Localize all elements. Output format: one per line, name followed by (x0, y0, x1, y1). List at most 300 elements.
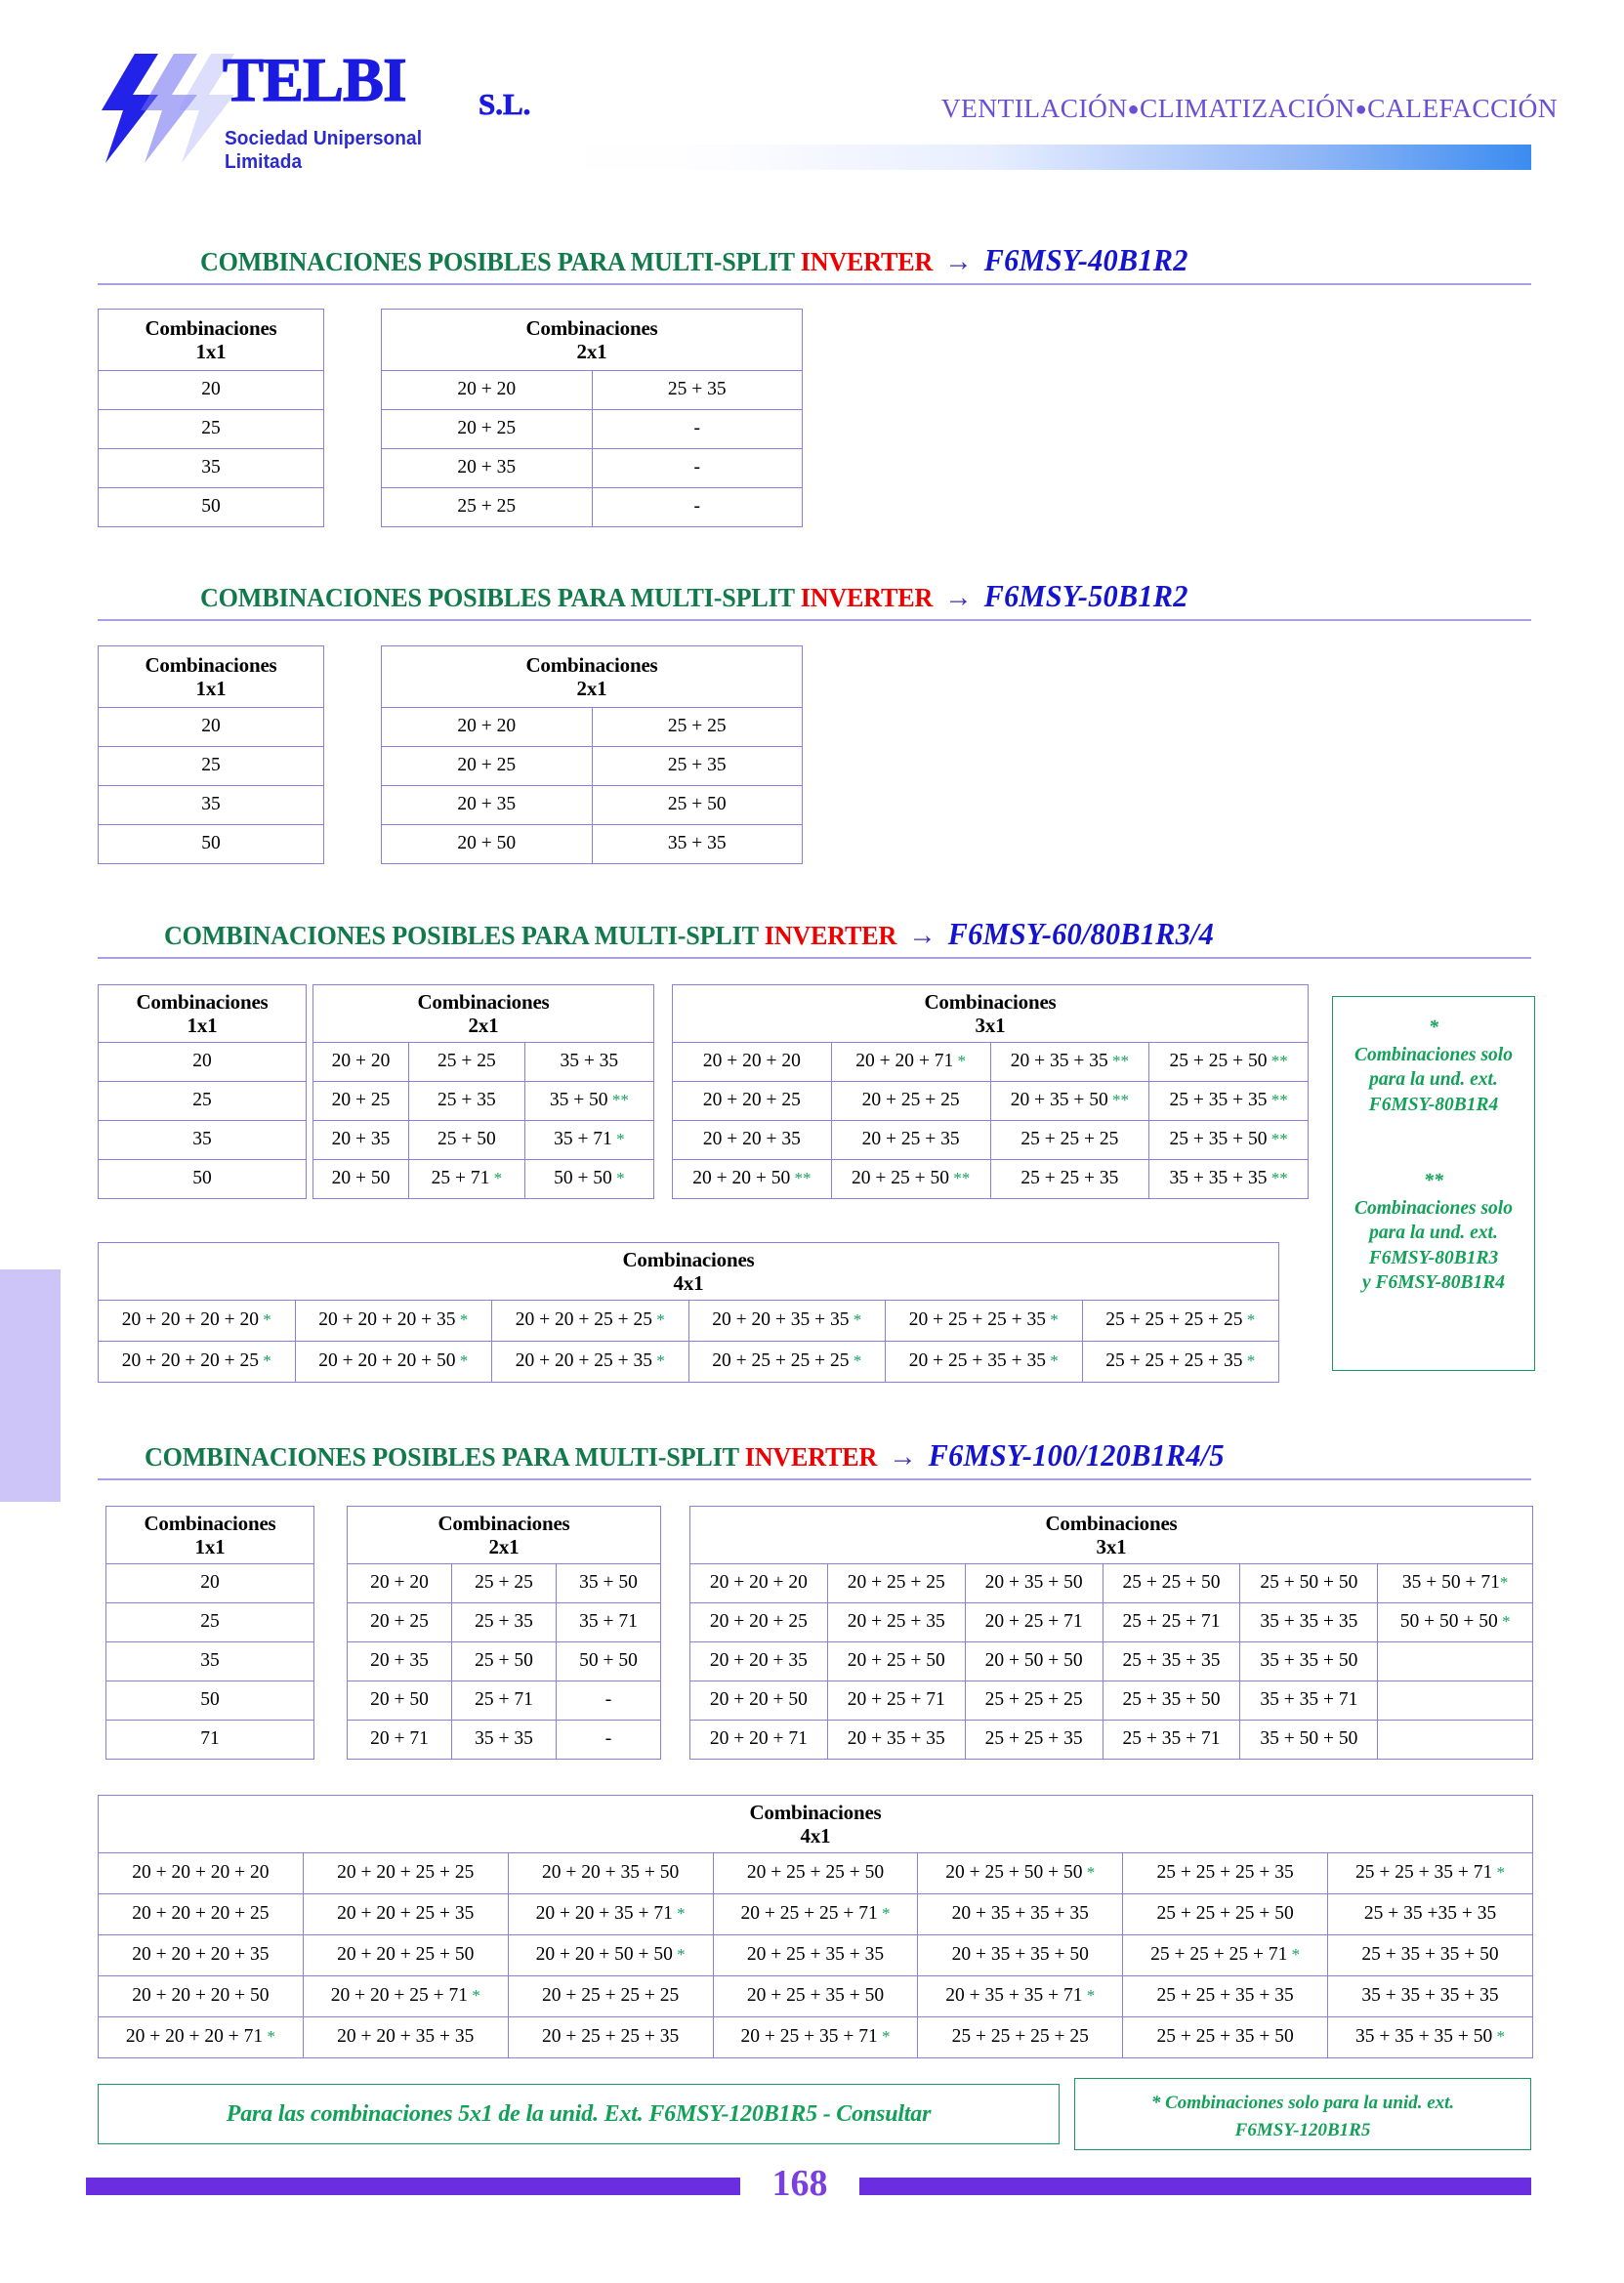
table-row (99, 1853, 1533, 1894)
combination-value: 50 + 50 (554, 1168, 612, 1189)
footnote-asterisk: * (1242, 1351, 1256, 1371)
header-1x1-s4 (106, 1507, 314, 1564)
table-cell (1328, 1853, 1533, 1894)
table-cell (106, 1642, 314, 1681)
combination-value: - (604, 1728, 612, 1750)
table-cell (965, 1642, 1103, 1681)
combination-value: 20 + 35 + 35 + 35 (951, 1903, 1089, 1925)
table-row (382, 449, 803, 488)
table-row (673, 1160, 1309, 1199)
slogan-dot-2: ● (1354, 99, 1368, 120)
combination-value: 20 + 71 (370, 1728, 429, 1750)
combination-value: 35 + 35 + 71 (1260, 1689, 1358, 1711)
table-cell (99, 708, 324, 747)
combination-value: 25 + 35 + 71 (1122, 1728, 1221, 1750)
footnote-asterisk: * (849, 1310, 862, 1330)
header-2x1-s4 (348, 1507, 661, 1564)
table-cell (918, 2017, 1123, 2058)
table-row (99, 449, 324, 488)
footnote-asterisk: * (672, 1904, 686, 1924)
table-cell (295, 1342, 492, 1383)
table-cell (382, 371, 593, 410)
header-label-4x1: 4x1 (800, 1824, 831, 1847)
combination-value: 20 + 35 (370, 1650, 429, 1672)
table-cell (918, 1853, 1123, 1894)
combination-value: 20 + 25 (457, 418, 517, 439)
table-cell (382, 825, 593, 864)
table-cell (592, 825, 803, 864)
legend-line-1c: F6MSY-80B1R4 (1368, 1094, 1499, 1115)
combination-value: 25 + 25 + 35 (1020, 1168, 1119, 1189)
table-row (382, 786, 803, 825)
combination-value: 25 + 25 + 25 + 35 (1105, 1350, 1243, 1372)
section-title-4 (145, 1437, 1225, 1474)
table-cell (688, 1301, 886, 1342)
table-1x1-section-3 (98, 984, 307, 1199)
table-cell (1240, 1642, 1378, 1681)
footnote-asterisk: ** (1267, 1052, 1288, 1071)
table-cell (409, 1160, 525, 1199)
model-name-2: F6MSY-50B1R2 (983, 578, 1188, 613)
table-cell (592, 488, 803, 527)
footnote-asterisk: ** (1267, 1169, 1288, 1188)
table-cell (965, 1721, 1103, 1760)
combination-value: 20 + 35 + 35 + 71 (945, 1985, 1083, 2007)
combination-value: 25 + 25 + 35 (984, 1728, 1083, 1750)
table-row (99, 708, 324, 747)
table-cell (492, 1342, 689, 1383)
combination-value: 20 + 20 (370, 1572, 429, 1594)
legend-gap (1333, 1117, 1534, 1168)
table-cell (592, 371, 803, 410)
table-row (690, 1721, 1533, 1760)
title-inverter-4: INVERTER (744, 1441, 878, 1472)
table-body (313, 1043, 654, 1199)
combination-value: 25 + 25 + 35 + 35 (1156, 1985, 1294, 2007)
footnote-asterisk: ** (1107, 1052, 1129, 1071)
combination-value: 20 + 50 + 50 (984, 1650, 1083, 1672)
table-cell (827, 1681, 965, 1721)
combination-value: 20 + 25 + 25 (861, 1090, 960, 1111)
table-cell (557, 1642, 661, 1681)
combination-value: 20 + 25 + 71 (847, 1689, 945, 1711)
combination-value: 50 (200, 1689, 220, 1711)
combination-value: 25 + 25 + 25 + 71 (1150, 1944, 1288, 1966)
footnote-asterisk: ** (790, 1169, 812, 1188)
table-row (106, 1681, 314, 1721)
table-cell (99, 410, 324, 449)
footnote-asterisk: * (849, 1351, 862, 1371)
table-cell (673, 1043, 832, 1082)
footnote-asterisk: * (1499, 1573, 1509, 1593)
combination-value: 20 + 35 + 35 + 50 (951, 1944, 1089, 1966)
table-row (348, 1603, 661, 1642)
combination-value: 20 + 20 + 50 (692, 1168, 791, 1189)
slogan-dot-1: ● (1127, 99, 1141, 120)
combination-value: 71 (200, 1728, 220, 1750)
section-title-1 (200, 242, 1188, 278)
table-cell (99, 1160, 307, 1199)
table-cell (348, 1603, 452, 1642)
table-cell (1378, 1603, 1533, 1642)
table-row (382, 708, 803, 747)
combination-value: 20 + 20 + 20 + 35 (132, 1944, 270, 1966)
table-cell (524, 1043, 653, 1082)
header-1x1-s3 (99, 985, 307, 1043)
table-row (673, 1043, 1309, 1082)
table-cell (713, 1976, 918, 2017)
footnote-asterisk: * (652, 1310, 665, 1330)
combination-value: 25 + 35 +35 + 35 (1363, 1903, 1497, 1925)
header-label-1x1: 1x1 (194, 1535, 226, 1558)
table-4x1-section-3 (98, 1242, 1279, 1383)
header-label-2x1: 2x1 (468, 1014, 499, 1037)
page-header (0, 0, 1624, 195)
combination-value: 25 + 25 + 25 (1020, 1129, 1119, 1150)
table-cell (1123, 1976, 1328, 2017)
table-cell (382, 747, 593, 786)
table-cell (690, 1642, 828, 1681)
table-row (99, 410, 324, 449)
table-cell (557, 1564, 661, 1603)
table-row (99, 825, 324, 864)
combination-value: 20 + 25 + 35 (847, 1611, 945, 1633)
table-row (99, 1301, 1279, 1342)
table-cell (99, 1935, 304, 1976)
table-cell (452, 1603, 557, 1642)
combination-value: 20 + 25 + 35 + 35 (746, 1944, 885, 1966)
table-2x1-section-3 (312, 984, 654, 1199)
table-cell (1123, 1853, 1328, 1894)
table-cell (409, 1121, 525, 1160)
table-row (106, 1642, 314, 1681)
combination-value: 20 + 35 + 35 (1010, 1051, 1108, 1072)
combination-value: 20 + 25 + 71 (984, 1611, 1083, 1633)
table-cell (348, 1681, 452, 1721)
combination-value: 35 (201, 794, 221, 815)
combination-value: 20 + 20 + 25 + 35 (337, 1903, 475, 1925)
table-body (382, 371, 803, 527)
combination-value: 50 (192, 1168, 212, 1189)
section-title-3 (164, 916, 1214, 952)
combination-value: 20 + 20 (457, 716, 517, 737)
table-cell (348, 1642, 452, 1681)
table-cell (918, 1894, 1123, 1935)
combination-value: 20 + 35 + 35 (847, 1728, 945, 1750)
table-cell (688, 1342, 886, 1383)
table-cell (827, 1603, 965, 1642)
legend-note-box-section-3 (1332, 996, 1535, 1371)
header-label-combinaciones: Combinaciones (749, 1800, 882, 1824)
table-cell (303, 1976, 508, 2017)
combination-value: 20 + 20 + 20 + 35 (318, 1309, 456, 1331)
combination-value: 20 + 20 + 20 + 20 (121, 1309, 259, 1331)
legend-line-2a: Combinaciones solo (1354, 1198, 1513, 1220)
title-rule-4 (98, 1478, 1531, 1480)
combination-value: 35 + 71 (579, 1611, 638, 1633)
header-label-combinaciones: Combinaciones (525, 652, 658, 677)
table-cell (1149, 1043, 1309, 1082)
title-rule-3 (98, 957, 1531, 959)
combination-value: 20 + 25 + 50 (847, 1650, 945, 1672)
footnote-asterisk: * (1046, 1351, 1059, 1371)
title-rule-2 (98, 619, 1531, 621)
combination-value: 25 + 50 (667, 794, 727, 815)
footnote-asterisk: ** (1107, 1091, 1129, 1110)
table-cell (99, 747, 324, 786)
combination-value: 35 + 35 (667, 833, 727, 854)
table-cell (1123, 1894, 1328, 1935)
table-cell (592, 747, 803, 786)
table-cell (452, 1681, 557, 1721)
table-cell (303, 2017, 508, 2058)
table-cell (1103, 1642, 1240, 1681)
table-cell (313, 1043, 409, 1082)
table-cell (1378, 1642, 1533, 1681)
combination-value: 25 + 71 (431, 1168, 490, 1189)
combination-value: - (693, 418, 700, 439)
table-cell (1123, 1935, 1328, 1976)
table-cell (382, 786, 593, 825)
footnote-asterisk: * (263, 2027, 275, 2047)
combination-value: 20 + 25 + 25 + 35 (908, 1309, 1046, 1331)
combination-value: 20 + 25 + 25 + 25 (712, 1350, 850, 1372)
legend-line-2b: para la und. ext. (1369, 1223, 1498, 1244)
combination-value: 20 + 25 + 35 + 71 (740, 2026, 878, 2048)
table-cell (557, 1721, 661, 1760)
table-row (313, 1121, 654, 1160)
combination-value: 25 + 25 + 35 + 50 (1156, 2026, 1294, 2048)
table-1x1-section-1 (98, 309, 324, 527)
table-cell (508, 1853, 713, 1894)
footnote-asterisk: ** (949, 1169, 971, 1188)
combination-value: 25 + 25 + 25 + 50 (1156, 1903, 1294, 1925)
table-cell (673, 1160, 832, 1199)
combination-value: 20 + 20 + 35 (702, 1129, 801, 1150)
table-cell (508, 2017, 713, 2058)
table-cell (295, 1301, 492, 1342)
header-gradient-bar (545, 145, 1531, 170)
title-prefix-1: COMBINACIONES POSIBLES PARA MULTI-SPLIT (200, 246, 795, 276)
combination-value: 50 + 50 + 50 (1399, 1611, 1498, 1633)
combination-value: 25 + 25 + 25 (984, 1689, 1083, 1711)
table-row (348, 1642, 661, 1681)
table-cell (713, 1935, 918, 1976)
combination-value: 20 + 25 (457, 755, 517, 776)
header-3x1-s3 (673, 985, 1309, 1043)
header-label-2x1: 2x1 (576, 340, 607, 363)
header-2x1-s1 (382, 310, 803, 371)
table-cell (303, 1853, 508, 1894)
combination-value: 20 + 20 + 35 + 35 (712, 1309, 850, 1331)
header-label-combinaciones: Combinaciones (145, 652, 277, 677)
combination-value: 25 + 35 + 35 + 50 (1361, 1944, 1499, 1966)
title-prefix-2: COMBINACIONES POSIBLES PARA MULTI-SPLIT (200, 582, 795, 612)
footnote-asterisk: * (953, 1052, 966, 1071)
footnote-asterisk: * (1242, 1310, 1256, 1330)
table-cell (673, 1121, 832, 1160)
slogan-climatizacion: CLIMATIZACIÓN (1140, 93, 1355, 123)
logo-suffix: S.L. (479, 87, 531, 121)
combination-value: 25 + 25 + 25 + 25 (951, 2026, 1089, 2048)
header-label-2x1: 2x1 (488, 1535, 520, 1558)
table-cell (99, 488, 324, 527)
footnote-asterisk: * (877, 2027, 891, 2047)
combination-value: 25 + 50 (437, 1129, 496, 1150)
combination-value: 25 + 50 + 50 (1260, 1572, 1358, 1594)
table-row (99, 786, 324, 825)
combination-value: 20 (201, 716, 221, 737)
table-cell (690, 1603, 828, 1642)
model-name-3: F6MSY-60/80B1R3/4 (947, 916, 1215, 951)
header-1x1-s1 (99, 310, 324, 371)
table-body (99, 371, 324, 527)
combination-value: 35 + 50 + 71 (1401, 1572, 1500, 1594)
footnote-asterisk: * (672, 1945, 686, 1965)
table-cell (1240, 1721, 1378, 1760)
title-arrow-1: → (944, 245, 973, 277)
table-cell (452, 1642, 557, 1681)
combination-value: 20 + 20 + 71 (709, 1728, 808, 1750)
table-cell (313, 1082, 409, 1121)
title-inverter-3: INVERTER (764, 920, 897, 950)
table-row (99, 371, 324, 410)
footnote-asterisk: ** (607, 1091, 629, 1110)
legend-line-1b: para la und. ext. (1369, 1069, 1498, 1091)
table-cell (409, 1082, 525, 1121)
combination-value: 20 + 25 + 50 (852, 1168, 949, 1189)
table-row (99, 1976, 1533, 2017)
table-body (99, 1301, 1279, 1383)
combination-value: 20 + 20 + 71 (855, 1051, 954, 1072)
table-1x1-section-2 (98, 645, 324, 864)
combination-value: 20 + 20 + 35 + 35 (337, 2026, 475, 2048)
combination-value: 25 + 35 + 50 (1122, 1689, 1221, 1711)
header-4x1-s4 (99, 1796, 1533, 1853)
table-row (382, 747, 803, 786)
table-3x1-section-3 (672, 984, 1309, 1199)
table-body (99, 1853, 1533, 2058)
table-cell (990, 1121, 1149, 1160)
table-row (673, 1121, 1309, 1160)
combination-value: 20 + 35 + 50 (1010, 1090, 1108, 1111)
title-arrow-3: → (908, 919, 937, 951)
table-cell (382, 410, 593, 449)
combination-value: - (604, 1689, 612, 1711)
combination-value: 20 + 25 + 25 + 25 (541, 1985, 680, 2007)
table-cell (827, 1721, 965, 1760)
table-row (99, 1342, 1279, 1383)
table-cell (382, 449, 593, 488)
combination-value: 25 + 25 + 50 (1122, 1572, 1221, 1594)
table-cell (592, 449, 803, 488)
footer-legend-box (1074, 2078, 1531, 2150)
footnote-asterisk: * (877, 1904, 891, 1924)
title-prefix-4: COMBINACIONES POSIBLES PARA MULTI-SPLIT (145, 1441, 739, 1472)
table-body (673, 1043, 1309, 1199)
combination-value: 20 (192, 1051, 212, 1072)
table-row (99, 1082, 307, 1121)
table-2x1-section-1 (381, 309, 803, 527)
combination-value: 25 + 35 (475, 1611, 533, 1633)
combination-value: 35 + 35 + 35 (1260, 1611, 1358, 1633)
combination-value: 20 + 20 + 20 + 20 (132, 1862, 270, 1884)
combination-value: 25 (200, 1611, 220, 1633)
combination-value: 25 + 25 + 50 (1169, 1051, 1268, 1072)
combination-value: 20 + 20 + 20 + 25 (121, 1350, 259, 1372)
table-cell (99, 1342, 296, 1383)
table-cell (690, 1564, 828, 1603)
table-cell (592, 786, 803, 825)
combination-value: 20 + 25 + 25 + 35 (541, 2026, 680, 2048)
table-cell (99, 2017, 304, 2058)
table-cell (313, 1121, 409, 1160)
table-cell (508, 1894, 713, 1935)
combination-value: 25 + 25 + 25 + 25 (1105, 1309, 1243, 1331)
combination-value: 20 + 20 + 25 + 35 (515, 1350, 652, 1372)
table-cell (965, 1603, 1103, 1642)
table-cell (492, 1301, 689, 1342)
page-footer (0, 2163, 1624, 2215)
table-cell (918, 1935, 1123, 1976)
combination-value: 20 + 20 + 20 (709, 1572, 808, 1594)
combination-value: 20 + 20 + 20 + 71 (125, 2026, 264, 2048)
title-arrow-4: → (889, 1440, 917, 1473)
table-cell (452, 1721, 557, 1760)
combination-value: 35 + 35 (560, 1051, 619, 1072)
combination-value: - (693, 457, 700, 478)
table-row (690, 1564, 1533, 1603)
header-2x1-s2 (382, 646, 803, 708)
table-cell (1149, 1160, 1309, 1199)
combination-value: 35 + 35 + 35 + 50 (1355, 2026, 1493, 2048)
table-row (690, 1642, 1533, 1681)
table-cell (713, 2017, 918, 2058)
table-cell (99, 1853, 304, 1894)
table-cell (557, 1603, 661, 1642)
combination-value: 20 (201, 379, 221, 400)
combination-value: 25 + 25 + 35 + 71 (1355, 1862, 1493, 1884)
combination-value: 25 + 25 + 71 (1122, 1611, 1221, 1633)
table-body (106, 1564, 314, 1760)
table-cell (831, 1082, 990, 1121)
footnote-asterisk: * (455, 1351, 469, 1371)
header-slogan (941, 93, 1558, 124)
combination-value: 20 + 25 (370, 1611, 429, 1633)
table-cell (1082, 1301, 1279, 1342)
legend-line-2d: y F6MSY-80B1R4 (1361, 1272, 1506, 1294)
combination-value: 20 + 25 + 35 + 35 (908, 1350, 1046, 1372)
combination-value: 25 + 35 (667, 379, 727, 400)
combination-value: 25 + 25 (457, 496, 517, 518)
combination-value: 50 + 50 (579, 1650, 638, 1672)
table-row (673, 1082, 1309, 1121)
table-cell (827, 1642, 965, 1681)
table-cell (1328, 2017, 1533, 2058)
footnote-asterisk: * (468, 1986, 480, 2006)
combination-value: 35 + 35 + 35 (1169, 1168, 1268, 1189)
combination-value: 20 + 20 + 50 + 50 (535, 1944, 673, 1966)
combination-value: 35 + 50 (549, 1090, 608, 1111)
table-cell (99, 1301, 296, 1342)
table-cell (99, 1043, 307, 1082)
footnote-asterisk: * (1082, 1986, 1096, 2006)
table-cell (1103, 1564, 1240, 1603)
combination-value: 20 + 25 + 35 + 50 (746, 1985, 885, 2007)
footer-legend-line1: Combinaciones solo para la unid. ext. (1165, 2093, 1455, 2113)
table-body (348, 1564, 661, 1760)
header-label-1x1: 1x1 (195, 340, 227, 363)
